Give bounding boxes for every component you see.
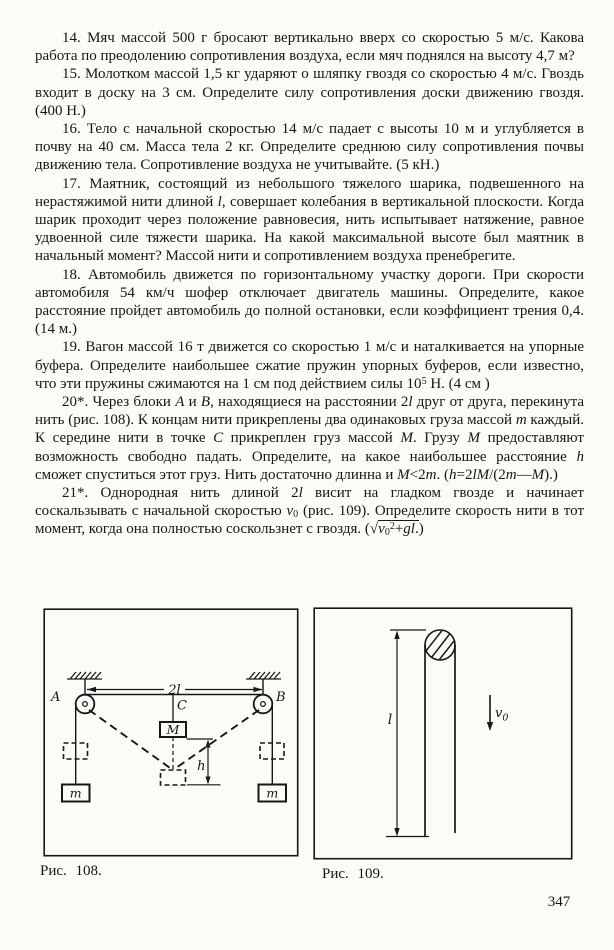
pulley-b — [254, 695, 273, 714]
midpoint-c-label: C — [177, 698, 187, 714]
text-segment: каждый. К середине нити в точке — [35, 412, 584, 447]
text-segment: висит на гладком гвозде и начинает соскальзывать с начальной скоростью — [35, 485, 584, 520]
v0-label: $v_0$ — [495, 706, 509, 724]
problems-list — [35, 29, 584, 539]
dimension-2l — [87, 683, 263, 698]
text-segment: 0 — [293, 509, 299, 521]
text-segment: v — [286, 503, 294, 520]
problem-15 — [35, 65, 584, 120]
text-segment: . ( — [436, 466, 449, 483]
figure-108 — [43, 608, 299, 857]
text-segment: l — [298, 485, 303, 502]
text-segment: 17. Маятник, состоящий из небольшого тяжелого шарика, подвешенного на нерастяжимой нити длиной — [35, 175, 584, 210]
text-segment: 21*. Однородная нить длиной 2 — [62, 485, 299, 502]
text-segment: m — [515, 412, 527, 429]
pulley-a — [76, 695, 95, 714]
text-segment: gl — [403, 521, 415, 538]
text-segment — [378, 520, 419, 537]
dimension-h — [187, 739, 221, 785]
text-segment: друг от друга, перекинута нить (рис. 108). К концам нити прикреплены два одинаковых груза массой — [35, 394, 585, 429]
thread — [76, 695, 273, 785]
text-segment: 16. Тело с начальной скоростью 14 м/с падает с высоты 10 м и углубляется в почву на 40 см. Масса тела 2 кг. Определите среднюю силу сопротивления почвы движению тела. Сопротивление воздуха не учитывайте. (5 кН.) — [35, 121, 584, 174]
ceiling-left — [67, 672, 102, 695]
text-segment: 2 — [389, 521, 395, 533]
text-segment: предоставляют возможность свободно падать. Определите, на какое наибольшее расстояние — [35, 430, 584, 465]
text-segment: . — [414, 521, 419, 538]
text-segment: M — [400, 430, 413, 447]
text-segment: прикреплен груз массой — [223, 430, 401, 447]
page-number: 347 — [547, 894, 571, 910]
problem-20 — [35, 393, 584, 484]
problem-14 — [35, 29, 584, 65]
text-segment: 18. Автомобиль движется по горизонтальному участку дороги. При скорости автомобиля 54 км/ч шофер отключает двигатель машины. Определите, какое расстояние пройдет автомобиль до полной остановки, если коэффициент трения 0,4. (14 м.) — [35, 266, 584, 338]
text-segment: сможет спуститься этот груз. Нить достаточно длинна и — [35, 466, 398, 483]
pulley-b-label: B — [276, 690, 286, 705]
text-segment: A — [175, 394, 185, 411]
text-segment: Н. (4 см ) — [426, 375, 490, 392]
text-segment: 14. Мяч массой 500 г бросают вертикально вверх со скоростью 5 м/с. Какова работа по преодолению сопротивления воздуха, если мяч поднялся на высоту 4,7 м? — [35, 30, 584, 65]
mass-m-right-label: m — [266, 785, 279, 801]
problem-16 — [35, 120, 584, 175]
text-segment: M — [397, 466, 410, 483]
text-segment: + — [394, 521, 404, 538]
mass-m-left-box — [62, 785, 90, 802]
text-segment: (рис. 109). Определите скорость нити в тот момент, когда она полностью соскользнет с гвоздя. (√ — [35, 503, 584, 538]
figure-108-caption: Рис. 108. — [40, 863, 102, 879]
text-segment: M — [467, 430, 481, 447]
figure-109-caption: Рис. 109. — [322, 866, 384, 882]
text-segment: <2 — [409, 466, 426, 483]
text-segment: h — [448, 466, 457, 483]
mass-m-left-label: m — [69, 785, 82, 801]
text-segment: m — [425, 466, 437, 483]
text-segment: =2 — [456, 466, 473, 483]
text-segment: M — [531, 466, 545, 483]
text-segment: ).) — [544, 466, 558, 483]
pulley-a-label: A — [51, 690, 61, 705]
text-segment: , совершает колебания в вертикальной плоскости. Когда шарик проходит через положение равновесия, нить испытывает натяжение, равное удвоенной силе тяжести шарика. На какой максимальной высоте был маятник в начальный момент? Массой нити и сопротивлением воздуха пренебрегите. — [35, 193, 584, 265]
velocity-arrow — [487, 695, 509, 731]
load-m-label: M — [166, 722, 180, 737]
text-segment: /(2 — [489, 466, 506, 483]
thread — [425, 645, 455, 836]
text-segment: 5 — [421, 375, 427, 387]
length-l-label: l — [387, 712, 393, 728]
load-m-box — [160, 722, 186, 737]
problem-21 — [35, 484, 584, 539]
text-segment: , находящиеся на расстоянии 2 — [210, 394, 409, 411]
text-segment: l — [408, 394, 413, 411]
h-label: h — [197, 759, 206, 774]
problem-18 — [35, 266, 584, 339]
problem-17 — [35, 175, 584, 266]
span-2l-label: 2l — [168, 683, 181, 698]
text-segment: и — [184, 394, 201, 411]
figure-109 — [313, 607, 573, 860]
text-segment: 0 — [384, 527, 390, 539]
figure-109-frame — [314, 608, 572, 859]
text-segment: — — [516, 466, 532, 483]
mass-m-right-box — [259, 785, 287, 802]
problem-19 — [35, 338, 584, 393]
text-segment: B — [200, 394, 211, 411]
text-segment: 15. Молотком массой 1,5 кг ударяют о шляпку гвоздя со скоростью 4 м/с. Гвоздь входит в доску на 3 см. Определите силу сопротивления доски движению гвоздя. (400 Н.) — [35, 66, 584, 119]
text-segment: m — [505, 466, 517, 483]
text-segment: . Грузу — [412, 430, 468, 447]
text-segment: l — [217, 193, 222, 210]
text-segment: 20*. Через блоки — [62, 394, 176, 411]
text-segment: C — [213, 430, 224, 447]
text-segment: 19. Вагон массой 16 т движется со скоростью 1 м/с и наталкивается на упорные буфера. Определите наибольшее сжатие пружин упорных буферов, если известно, что эти пружины сжимаются на 1 см под действием силы 10 — [35, 339, 584, 392]
dimension-l — [386, 630, 429, 837]
text-segment: ) — [418, 521, 424, 538]
text-segment: h — [576, 448, 584, 465]
text-segment: lM — [472, 466, 490, 483]
text-segment: v — [378, 521, 385, 538]
